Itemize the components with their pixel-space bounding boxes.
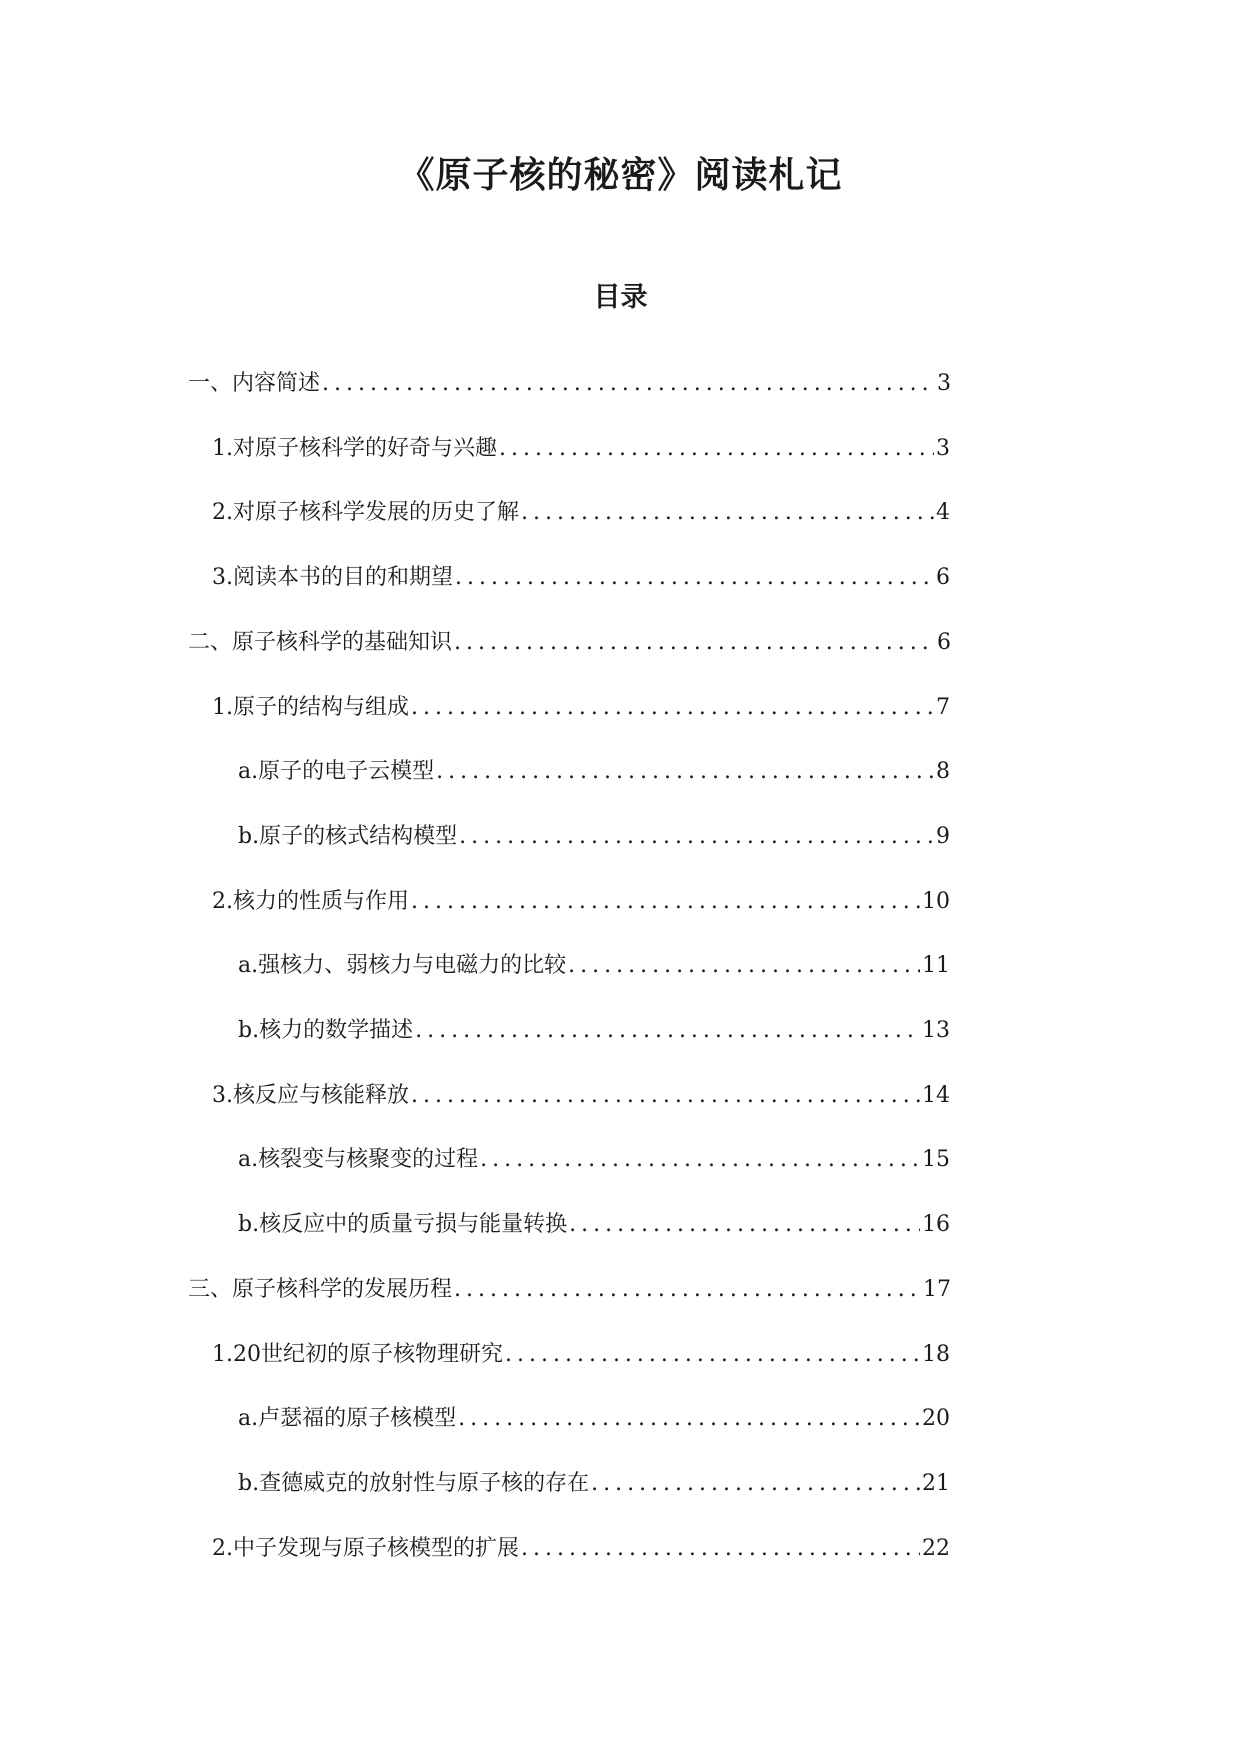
toc-entry-page-number: 3 [936,436,950,461]
toc-entry[interactable] [188,626,951,660]
toc-entry-number: 2. [212,500,233,525]
toc-leader-dots [411,1079,920,1113]
toc-leader-dots [415,1014,920,1048]
toc-entry[interactable] [212,691,950,725]
toc-leader-dots [499,432,934,466]
toc-entry-title: 二、原子核科学的基础知识 [188,630,453,655]
toc-leader-dots [455,561,934,595]
toc-leader-dots [459,820,934,854]
toc-entry-number: 1. [212,695,233,720]
toc-entry[interactable] [212,1338,950,1372]
toc-entry-number: 2. [212,889,233,914]
toc-leader-dots [436,755,934,789]
toc-leader-dots [322,367,935,401]
toc-entry-number: b. [238,1212,260,1237]
toc-entry-title: 对原子核科学发展的历史了解 [233,500,520,525]
toc-entry-number: a. [238,1406,259,1431]
toc-entry[interactable] [212,496,950,530]
toc-entry[interactable] [212,885,950,919]
toc-entry-page-number: 8 [936,759,950,784]
toc-entry[interactable] [238,820,950,854]
toc-leader-dots [458,1402,920,1436]
toc-entry-title: 核反应与核能释放 [233,1083,410,1108]
toc-entry[interactable] [212,1532,950,1566]
toc-entry[interactable] [188,367,951,401]
toc-entry-page-number: 17 [923,1277,951,1302]
toc-entry-page-number: 6 [936,565,950,590]
toc-entry-page-number: 4 [936,500,950,525]
toc-entry[interactable] [212,561,950,595]
toc-leader-dots [521,1532,920,1566]
toc-entry-page-number: 21 [922,1471,950,1496]
toc-entry-title: 阅读本书的目的和期望 [233,565,454,590]
toc-entry-number: a. [238,953,259,978]
toc-entry-page-number: 18 [922,1342,950,1367]
toc-entry-title: 卢瑟福的原子核模型 [258,1406,457,1431]
toc-leader-dots [454,626,935,660]
toc-entry-number: 1. [212,436,233,461]
toc-entry-page-number: 11 [922,953,950,978]
toc-entry[interactable] [188,1273,951,1307]
toc-entry[interactable] [238,1143,950,1177]
toc-entry[interactable] [212,1079,950,1113]
toc-leader-dots [521,496,934,530]
toc-entry[interactable] [238,949,950,983]
toc-leader-dots [411,691,934,725]
toc-leader-dots [591,1467,920,1501]
toc-entry-number: 3. [212,565,233,590]
toc-entry-number: a. [238,759,259,784]
toc-entry[interactable] [238,1467,950,1501]
toc-entry-number: 3. [212,1083,233,1108]
toc-leader-dots [505,1338,920,1372]
toc-entry[interactable] [238,1014,950,1048]
toc-entry-title: 20世纪初的原子核物理研究 [233,1342,503,1367]
toc-entry-page-number: 22 [922,1536,950,1561]
toc-entry-number: 1. [212,1342,233,1367]
toc-entry[interactable] [238,1402,950,1436]
toc-entry-page-number: 6 [937,630,951,655]
toc-entry-title: 中子发现与原子核模型的扩展 [233,1536,520,1561]
toc-entry-number: b. [238,1018,260,1043]
toc-entry-page-number: 10 [922,889,950,914]
toc-entry-title: 核裂变与核聚变的过程 [258,1147,479,1172]
toc-entry[interactable] [212,432,950,466]
toc-leader-dots [454,1273,921,1307]
toc-entry-title: 对原子核科学的好奇与兴趣 [233,436,498,461]
toc-entry[interactable] [238,755,950,789]
toc-entry-page-number: 13 [922,1018,950,1043]
toc-leader-dots [411,885,920,919]
toc-entry-title: 一、内容简述 [188,371,321,396]
document-title: 《原子核的秘密》阅读札记 [398,154,843,196]
toc-entry-title: 查德威克的放射性与原子核的存在 [259,1471,590,1496]
toc-entry-page-number: 20 [922,1406,950,1431]
toc-entry-page-number: 15 [922,1147,950,1172]
toc-leader-dots [480,1143,920,1177]
toc-entry-page-number: 3 [937,371,951,396]
toc-entry-page-number: 7 [936,695,950,720]
toc-leader-dots [568,949,920,983]
toc-entry[interactable] [238,1208,950,1242]
toc-entry-number: 2. [212,1536,233,1561]
toc-entry-title: 核力的数学描述 [259,1018,414,1043]
toc-entry-title: 原子的核式结构模型 [259,824,458,849]
toc-leader-dots [569,1208,920,1242]
toc-entry-title: 核反应中的质量亏损与能量转换 [259,1212,568,1237]
toc-entry-page-number: 16 [922,1212,950,1237]
toc-heading: 目录 [593,282,648,313]
toc-entry-title: 核力的性质与作用 [233,889,410,914]
toc-entry-number: a. [238,1147,259,1172]
toc-entry-title: 三、原子核科学的发展历程 [188,1277,453,1302]
toc-entry-page-number: 9 [936,824,950,849]
toc-entry-title: 原子的结构与组成 [233,695,410,720]
toc-entry-number: b. [238,824,260,849]
toc-entry-title: 强核力、弱核力与电磁力的比较 [258,953,567,978]
toc-entry-title: 原子的电子云模型 [258,759,435,784]
toc-entry-number: b. [238,1471,260,1496]
toc-entry-page-number: 14 [922,1083,950,1108]
